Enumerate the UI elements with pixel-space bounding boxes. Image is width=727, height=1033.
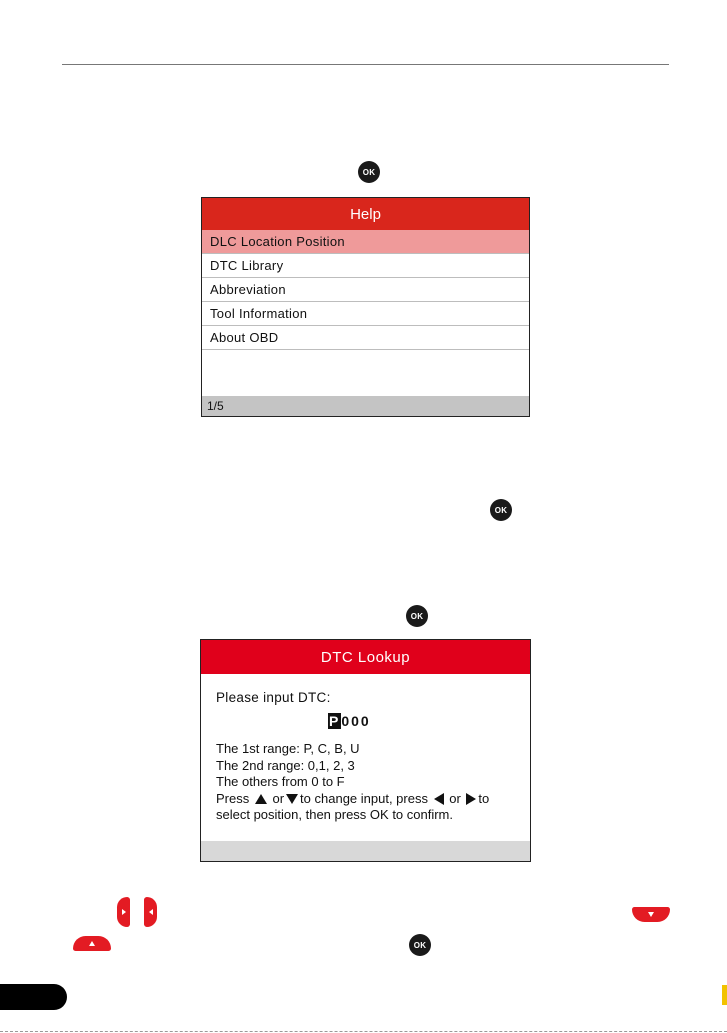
menu-item-abbreviation[interactable]: Abbreviation [202,278,529,302]
right-arrow-icon [466,793,476,805]
header-rule [62,64,669,65]
dtc-press-line: Press or to change input, press or to [216,790,490,806]
ok-key-icon: OK [406,605,428,627]
left-arrow-icon [434,793,444,805]
help-title: Help [202,198,529,230]
dtc-code-cursor: P [329,713,341,729]
dtc-code-input[interactable] [328,713,371,729]
right-key-icon [117,897,130,927]
footer-rule [0,1031,727,1032]
dtc-confirm-line: select position, then press OK to confirm. [216,807,453,822]
dtc-range-1: The 1st range: P, C, B, U [216,741,360,756]
up-key-icon [73,936,111,951]
down-arrow-icon [286,794,298,804]
ok-key-icon: OK [409,934,431,956]
down-key-icon [632,907,670,922]
dtc-lookup-screen [200,639,531,862]
dtc-title: DTC Lookup [201,640,530,674]
menu-item-dlc-location[interactable]: DLC Location Position [202,230,529,254]
dtc-range-2: The 2nd range: 0,1, 2, 3 [216,757,355,773]
dtc-status-bar [201,841,530,861]
edge-marker [722,985,727,1005]
page-indicator: 1/5 [202,396,529,416]
dtc-prompt: Please input DTC: [216,690,331,705]
ok-key-icon: OK [490,499,512,521]
dtc-instructions [216,741,489,824]
help-screen [201,197,530,417]
menu-item-about-obd[interactable]: About OBD [202,326,529,350]
page-number-tab [0,984,67,1010]
dtc-range-others: The others from 0 to F [216,774,345,789]
menu-item-dtc-library[interactable]: DTC Library [202,254,529,278]
ok-key-icon: OK [358,161,380,183]
left-key-icon [144,897,157,927]
up-arrow-icon [255,794,267,804]
dtc-code-rest: 000 [341,713,371,729]
menu-item-tool-information[interactable]: Tool Information [202,302,529,326]
